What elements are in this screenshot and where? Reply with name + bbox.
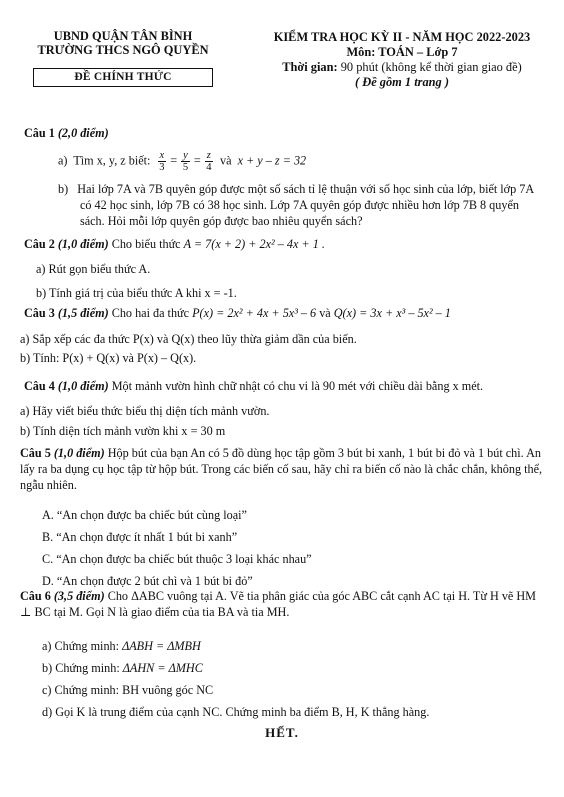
question-1 [24, 125, 544, 141]
exam-pages: ( Đề gồm 1 trang ) [355, 74, 449, 89]
q6-a-expression: ΔABH = ΔMBH [122, 639, 201, 653]
school-block [20, 30, 226, 87]
frac-x-den: 3 [159, 162, 165, 174]
exam-subject: Môn: TOÁN – Lớp 7 [346, 44, 458, 59]
q4-points: (1,0 điểm) [57, 379, 109, 393]
question-2 [24, 236, 544, 252]
q4-part-b [20, 423, 540, 439]
q3-a-text: a) Sắp xếp các đa thức P(x) và Q(x) theo lũy thừa giảm dần của biến. [20, 332, 357, 346]
q3-and: và [319, 306, 331, 320]
q6-part-b [20, 660, 540, 676]
exam-time [252, 60, 552, 75]
q2-b-text: b) Tính giá trị của biểu thức A khi x = -1. [36, 286, 237, 300]
time-value: 90 phút (không kể thời gian giao đề) [337, 59, 522, 74]
q3-polynomial-p: P(x) = 2x² + 4x + 5x³ – 6 [192, 306, 317, 320]
q2-intro: Cho biểu thức [111, 237, 181, 251]
q5-number: Câu 5 [20, 446, 51, 460]
q5-option-b: B. “An chọn được ít nhất 1 bút bi xanh” [42, 530, 238, 545]
q6-a-label: a) Chứng minh: [42, 639, 120, 653]
fraction-y-5 [181, 150, 190, 173]
q1-b-text: Hai lớp 7A và 7B quyên góp được một số sách tỉ lệ thuận với số học sinh của lớp, biết lớp 7A có 42 học sinh, lớp 7B có 38 học sinh. Lớp 7A quyên góp được nhiều hơn lớp 7B 8 quyển sách. Hỏi mỗi lớp quyên góp được bao nhiêu quyển sách? [77, 182, 534, 229]
q2-points: (1,0 điểm) [57, 237, 109, 251]
q4-number: Câu 4 [24, 379, 55, 393]
q6-part-c: c) Chứng minh: BH vuông góc NC [42, 683, 214, 698]
frac-x-num: x [159, 150, 165, 161]
q1-part-a: a) Tìm x, y, z biết: $\frac{x}{3}$ = $\frac{y}{5}$ = $\frac{z}{4}$ và x + y – z = 32 [58, 150, 307, 174]
exam-info-block [252, 30, 552, 90]
frac-z-num: z [206, 150, 211, 161]
exam-header [20, 30, 546, 106]
q6-b-label: b) Chứng minh: [42, 661, 120, 676]
frac-z-den: 4 [206, 162, 212, 174]
district-name: UBND QUẬN TÂN BÌNH [53, 29, 193, 43]
frac-y-num: y [183, 150, 188, 161]
q2-part-b [24, 285, 544, 301]
school-name: TRƯỜNG THCS NGÔ QUYỀN [37, 42, 209, 57]
q4-part-a [20, 403, 540, 419]
q1-b-label: b) [58, 182, 69, 196]
q6-part-d: d) Gọi K là trung điểm của cạnh NC. Chứng minh ba điểm B, H, K thẳng hàng. [42, 705, 430, 720]
q5-option-c: C. “An chọn được ba chiếc bút thuộc 3 loại khác nhau” [42, 552, 312, 567]
q3-b-text: b) Tính: P(x) + Q(x) và P(x) – Q(x). [20, 351, 197, 365]
q4-text: Một mảnh vườn hình chữ nhật có chu vi là 90 mét với chiều dài bằng x mét. [111, 379, 484, 393]
q5-option-a: A. “An chọn được ba chiếc bút cùng loại” [42, 508, 247, 522]
q5-options [20, 505, 540, 595]
q2-a-text: a) Rút gọn biểu thức A. [36, 262, 151, 276]
q6-points: (3,5 điểm) [53, 589, 105, 603]
q3-polynomial-q: Q(x) = 3x + x³ – 5x² – 1 [333, 306, 451, 320]
question-3 [24, 305, 544, 321]
q6-part-a [20, 638, 540, 654]
question-5 [20, 445, 544, 493]
q3-part-b [20, 350, 540, 366]
q1-a-and: và [219, 153, 232, 168]
q5-text: Hộp bút của bạn An có 5 đồ dùng học tập gồm 3 bút bi xanh, 1 bút bi đỏ và 1 bút chì. An lấy ra ba dụng cụ học tập từ hộp bút. Trong các biến cố sau, hãy chỉ ra biến cố nào là chắc chắn, không thể, ngẫu nhiên. [20, 446, 543, 493]
fraction-x-3 [158, 150, 167, 173]
q1-number: Câu 1 [24, 126, 55, 140]
q3-points: (1,5 điểm) [57, 306, 109, 320]
q6-text: Cho ΔABC vuông tại A. Vẽ tia phân giác của góc ABC cắt cạnh AC tại H. Từ H vẽ HM ⊥ BC tại M. Gọi N là giao điểm của tia BA và tia MH. [20, 589, 537, 620]
q1-a-label: a) [58, 153, 68, 168]
q3-number: Câu 3 [24, 306, 55, 320]
frac-y-den: 5 [182, 162, 189, 174]
official-label-box: ĐỀ CHÍNH THỨC [33, 68, 213, 87]
fraction-z-4 [205, 150, 213, 173]
q2-expression: A = 7(x + 2) + 2x² – 4x + 1 . [183, 237, 325, 251]
q3-intro: Cho hai đa thức [111, 306, 190, 320]
q4-a-text: a) Hãy viết biểu thức biểu thị diện tích mảnh vườn. [20, 404, 270, 418]
q6-number: Câu 6 [20, 589, 51, 603]
q2-number: Câu 2 [24, 237, 55, 251]
question-4 [24, 378, 544, 394]
question-6 [20, 588, 548, 620]
q2-part-a [24, 261, 544, 277]
q1-heading [24, 125, 544, 141]
q5-option-d: D. “An chọn được 2 bút chì và 1 bút bi đỏ” [42, 574, 253, 589]
q5-points: (1,0 điểm) [53, 446, 105, 460]
q1-a-equation: x + y – z = 32 [237, 153, 307, 168]
q3-part-a [20, 331, 540, 347]
time-label: Thời gian: [282, 59, 338, 74]
q4-b-text: b) Tính diện tích mảnh vườn khi x = 30 m [20, 424, 226, 438]
q6-b-expression: ΔAHN = ΔMHC [122, 661, 203, 676]
end-marker: HẾT. [265, 725, 299, 740]
q1-part-b [58, 181, 538, 229]
q1-points: (2,0 điểm) [57, 126, 109, 140]
exam-title: KIỂM TRA HỌC KỲ II - NĂM HỌC 2022-2023 [273, 30, 531, 44]
q6-parts [20, 636, 540, 726]
q1-a-text: Tìm x, y, z biết: [73, 153, 151, 168]
